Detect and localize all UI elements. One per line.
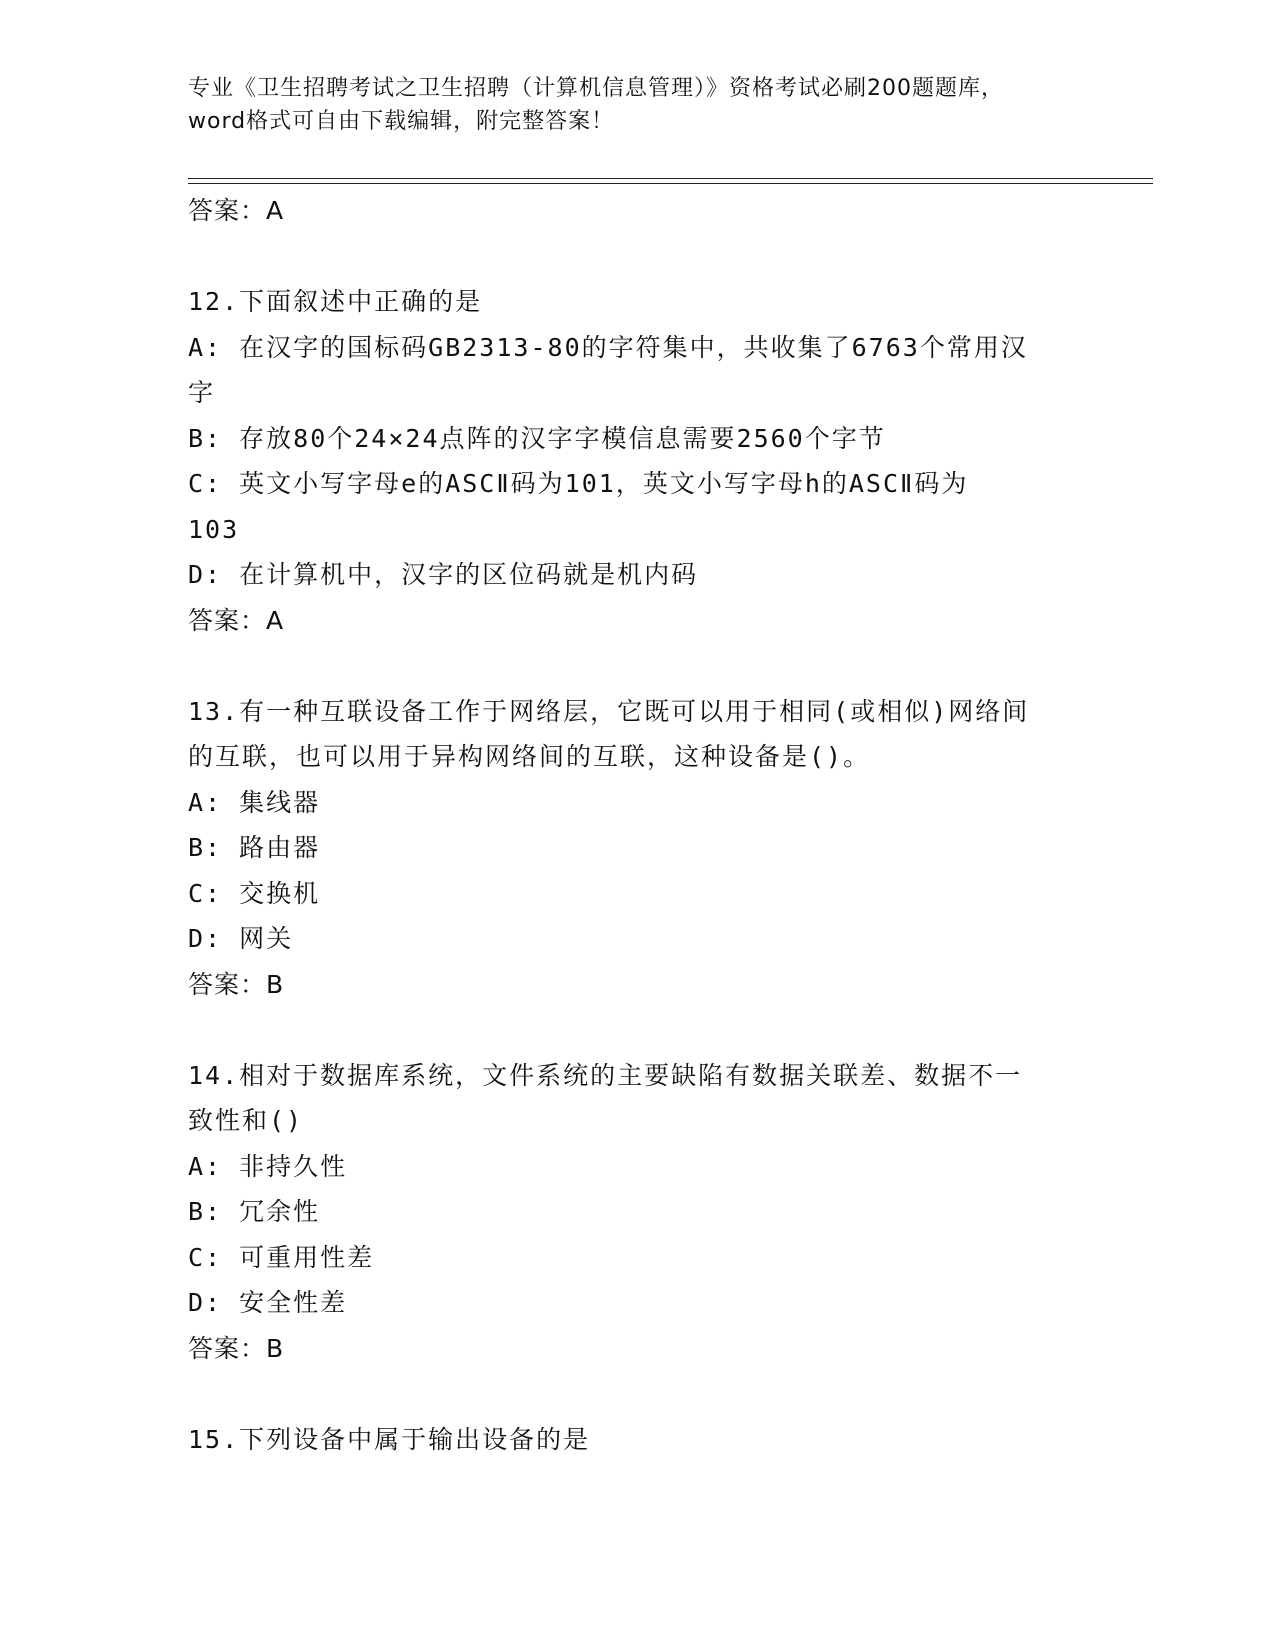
- header-divider-bottom: [188, 183, 1153, 184]
- question-block-13: [188, 689, 1068, 1008]
- previous-question-answer: 答案：A: [188, 196, 285, 225]
- question-content: [188, 188, 1068, 1462]
- question-stem: 15.下列设备中属于输出设备的是: [188, 1424, 591, 1454]
- option-c: C: 英文小写字母e的ASCⅡ码为101，英文小写字母h的ASCⅡ码为: [188, 469, 969, 498]
- option-c-continued: 103: [188, 514, 240, 544]
- header-divider-top: [188, 178, 1153, 179]
- document-header: [188, 72, 1088, 138]
- question-stem-continued: 致性和(): [188, 1106, 304, 1135]
- question-answer: 答案：B: [188, 1333, 285, 1363]
- spacer: [188, 234, 1068, 280]
- option-c: C: 可重用性差: [188, 1242, 375, 1272]
- question-block-12: [188, 279, 1068, 643]
- spacer: [188, 1371, 1068, 1417]
- option-b: B: 存放80个24×24点阵的汉字字模信息需要2560个字节: [188, 423, 886, 453]
- option-c: C: 交换机: [188, 878, 321, 908]
- question-answer: 答案：B: [188, 969, 285, 999]
- question-block-15: [188, 1417, 1068, 1463]
- question-block-14: [188, 1053, 1068, 1372]
- question-answer: 答案：A: [188, 605, 285, 635]
- option-d: D: 网关: [188, 924, 294, 953]
- option-a: A: 非持久性: [188, 1151, 348, 1181]
- spacer: [188, 1007, 1068, 1053]
- question-stem-continued: 的互联，也可以用于异构网络间的互联，这种设备是()。: [188, 742, 871, 771]
- question-stem: 12.下面叙述中正确的是: [188, 287, 483, 316]
- option-d: D: 安全性差: [188, 1288, 348, 1317]
- option-d: D: 在计算机中，汉字的区位码就是机内码: [188, 560, 699, 589]
- question-stem: 13.有一种互联设备工作于网络层，它既可以用于相同(或相似)网络间: [188, 696, 1030, 726]
- option-b: B: 路由器: [188, 833, 321, 862]
- header-line-2: word格式可自由下载编辑，附完整答案！: [188, 109, 615, 134]
- spacer: [188, 643, 1068, 689]
- option-a: A: 集线器: [188, 787, 321, 817]
- option-a: A: 在汉字的国标码GB2313-80的字符集中，共收集了6763个常用汉: [188, 332, 1028, 362]
- option-a-continued: 字: [188, 378, 216, 407]
- question-stem: 14.相对于数据库系统，文件系统的主要缺陷有数据关联差、数据不一: [188, 1060, 1023, 1090]
- option-b: B: 冗余性: [188, 1197, 321, 1226]
- header-line-1: 专业《卫生招聘考试之卫生招聘（计算机信息管理）》资格考试必刷200题题库，: [188, 76, 1004, 101]
